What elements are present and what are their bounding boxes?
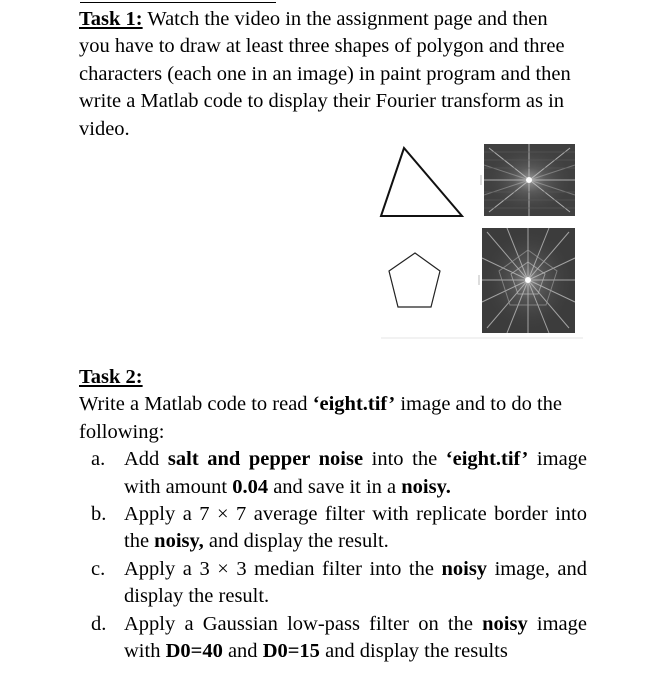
item-text: image with [124, 612, 587, 663]
task2-list [79, 446, 587, 665]
item-text: into the [363, 448, 446, 471]
item-bold: noisy. [401, 475, 451, 498]
item-text: and display the results [319, 640, 508, 663]
task2-section [79, 364, 587, 665]
item-text: and display the result. [203, 530, 389, 553]
task1-paragraph [79, 6, 579, 143]
item-text: Add [124, 448, 168, 471]
item-bold: D0=15 [262, 640, 320, 663]
item-text: Apply a 7 × 7 average filter with replicate border into the [124, 503, 587, 553]
task1-title: Task 1: [79, 8, 143, 30]
task2-intro-text: Write a Matlab code to read [79, 393, 313, 416]
item-text: Apply a 3 × 3 median filter into the [124, 557, 442, 580]
fourier-figure [377, 140, 583, 340]
triangle-shape [381, 148, 462, 216]
item-bold: noisy [441, 557, 488, 580]
item-bold: noisy, [154, 530, 204, 553]
item-text: image, and display the result. [124, 557, 587, 608]
item-bold: noisy [482, 612, 528, 635]
item-bold: salt and pepper noise [167, 448, 364, 471]
item-bold: D0=40 [165, 640, 223, 663]
task2-intro-suffix: image and to do the following: [79, 393, 563, 443]
item-text: Apply a Gaussian low-pass filter on the [124, 612, 483, 635]
pentagon-spectrum-image [479, 228, 575, 333]
fourier-figure-svg [377, 140, 583, 340]
item-marker: b. [91, 503, 107, 526]
task2-item-d [79, 611, 587, 666]
task2-intro-filename: ‘eight.tif’ [312, 393, 396, 416]
task2-item-a [79, 446, 587, 501]
item-bold: 0.04 [232, 475, 269, 498]
item-text: and save it in a [268, 475, 402, 498]
task2-item-b [79, 501, 587, 556]
triangle-spectrum-image [481, 144, 575, 216]
pentagon-shape [389, 253, 440, 307]
item-text: image with amount [124, 448, 588, 498]
task1-body: Watch the video in the assignment page and then you have to draw at least three shapes of polygon and three characters (each one in an image) in paint program and then write a Matlab code to display their Fourier transform as in video. [79, 8, 571, 140]
item-marker: c. [91, 557, 106, 580]
item-text: and [222, 640, 263, 663]
header-rule [80, 2, 276, 3]
item-bold: ‘eight.tif’ [445, 448, 529, 471]
task2-item-c [79, 556, 587, 611]
item-marker: d. [91, 612, 107, 635]
task2-title: Task 2: [79, 366, 143, 388]
item-marker: a. [91, 448, 106, 471]
task2-intro [79, 391, 587, 446]
